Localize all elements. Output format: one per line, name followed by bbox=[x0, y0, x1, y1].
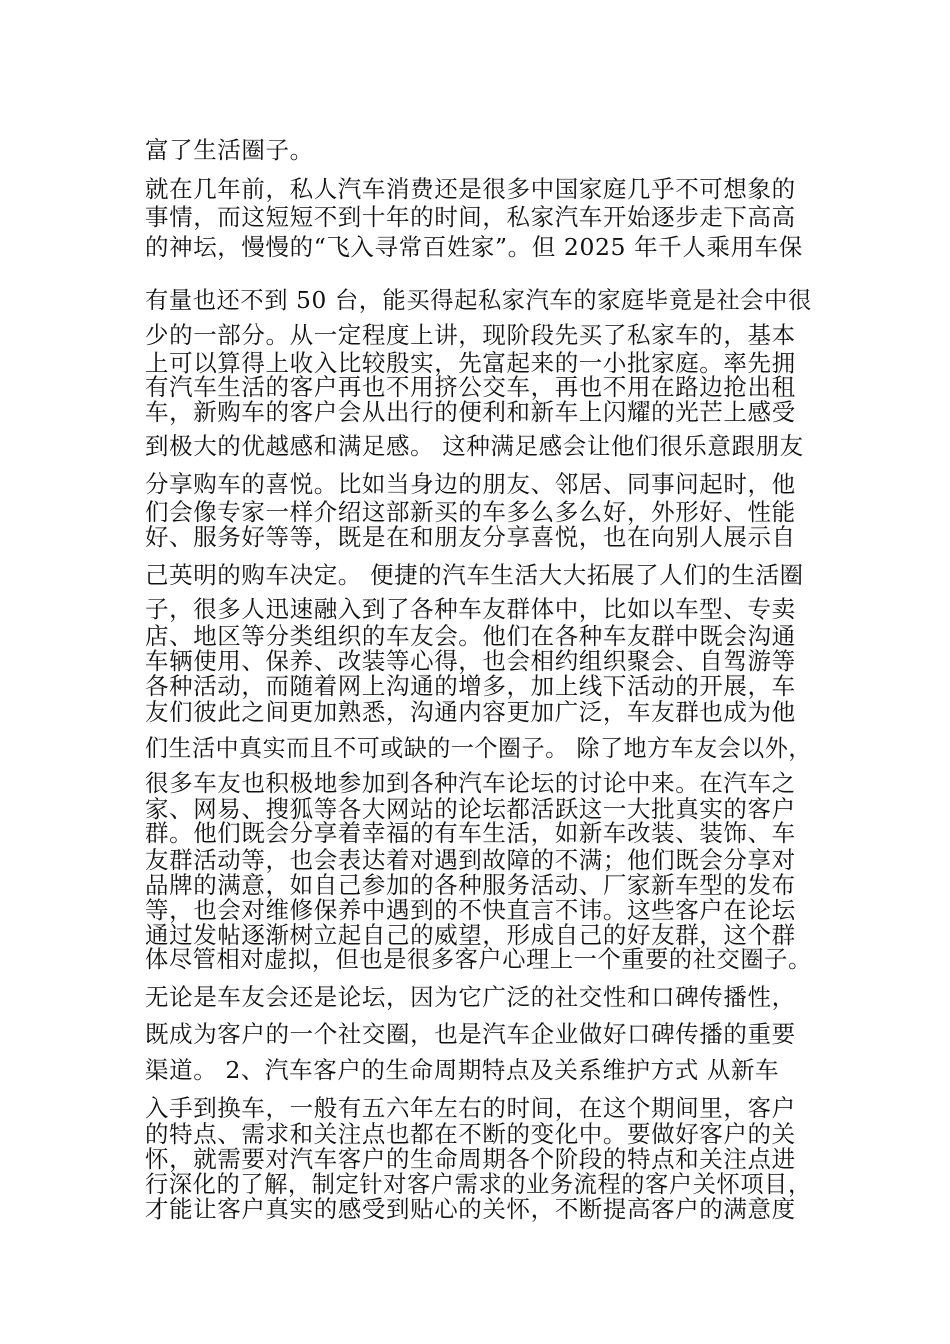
text-line: 群。他们既会分享着幸福的有车生活，如新车改装、装饰、车 bbox=[145, 819, 796, 847]
text-line: 各种活动，而随着网上沟通的增多，加上线下活动的开展，车 bbox=[145, 672, 796, 700]
text-line: 渠道。 2、汽车客户的生命周期特点及关系维护方式 从新车 bbox=[145, 1056, 780, 1084]
text-line: 入手到换车，一般有五六年左右的时间，在这个期间里，客户 bbox=[145, 1094, 796, 1122]
text-line: 很多车友也积极地参加到各种汽车论坛的讨论中来。在汽车之 bbox=[145, 769, 796, 797]
text-line: 车，新购车的客户会从出行的便利和新车上闪耀的光芒上感受 bbox=[145, 398, 796, 426]
text-line: 们会像专家一样介绍这部新买的车多么多么好，外形好、性能 bbox=[145, 498, 796, 526]
text-line: 等，也会对维修保养中遇到的不快直言不讳。这些客户在论坛 bbox=[145, 896, 796, 924]
text-line: 好、服务好等等，既是在和朋友分享喜悦，也在向别人展示自 bbox=[145, 523, 796, 551]
text-line: 体尽管相对虚拟，但也是很多客户心理上一个重要的社交圈子。 bbox=[145, 945, 812, 973]
text-line: 就在几年前，私人汽车消费还是很多中国家庭几乎不可想象的 bbox=[145, 175, 796, 203]
text-line: 的特点、需求和关注点也都在不断的变化中。要做好客户的关 bbox=[145, 1120, 796, 1148]
text-line: 既成为客户的一个社交圈，也是汽车企业做好口碑传播的重要 bbox=[145, 1020, 796, 1048]
text-line: 富了生活圈子。 bbox=[145, 136, 314, 164]
text-line: 有汽车生活的客户再也不用挤公交车，再也不用在路边抢出租 bbox=[145, 373, 796, 401]
text-line: 通过发帖逐渐树立起自己的威望，形成自己的好友群，这个群 bbox=[145, 921, 796, 949]
text-line: 有量也还不到 50 台，能买得起私家汽车的家庭毕竟是社会中很 bbox=[145, 286, 812, 314]
text-line: 家、网易、搜狐等各大网站的论坛都活跃这一大批真实的客户 bbox=[145, 795, 796, 823]
text-line: 无论是车友会还是论坛，因为它广泛的社交性和口碑传播性， bbox=[145, 983, 796, 1011]
text-line: 的神坛，慢慢的“飞入寻常百姓家”。但 2025 年千人乘用车保 bbox=[145, 233, 803, 261]
text-line: 品牌的满意，如自己参加的各种服务活动、厂家新车型的发布 bbox=[145, 871, 796, 899]
text-line: 子，很多人迅速融入到了各种车友群体中，比如以车型、专卖 bbox=[145, 595, 796, 623]
text-line: 到极大的优越感和满足感。 这种满足感会让他们很乐意跟朋友 bbox=[145, 432, 804, 460]
text-line: 上可以算得上收入比较殷实，先富起来的一小批家庭。率先拥 bbox=[145, 349, 796, 377]
text-line: 车辆使用、保养、改装等心得，也会相约组织聚会、自驾游等 bbox=[145, 647, 796, 675]
text-line: 才能让客户真实的感受到贴心的关怀，不断提高客户的满意度 bbox=[145, 1195, 796, 1223]
text-line: 们生活中真实而且不可或缺的一个圈子。 除了地方车友会以外， bbox=[145, 734, 812, 762]
text-line: 友群活动等，也会表达着对遇到故障的不满；他们既会分享对 bbox=[145, 846, 796, 874]
text-line: 分享购车的喜悦。比如当身边的朋友、邻居、同事问起时，他 bbox=[145, 470, 796, 498]
text-line: 友们彼此之间更加熟悉，沟通内容更加广泛，车友群也成为他 bbox=[145, 698, 796, 726]
text-line: 己英明的购车决定。 便捷的汽车生活大大拓展了人们的生活圈 bbox=[145, 561, 804, 589]
text-line: 怀，就需要对汽车客户的生命周期各个阶段的特点和关注点进 bbox=[145, 1145, 796, 1173]
text-line: 店、地区等分类组织的车友会。他们在各种车友群中既会沟通 bbox=[145, 622, 796, 650]
text-line: 少的一部分。从一定程度上讲，现阶段先买了私家车的，基本 bbox=[145, 321, 796, 349]
text-line: 行深化的了解，制定针对客户需求的业务流程的客户关怀项目， bbox=[145, 1170, 812, 1198]
text-line: 事情，而这短短不到十年的时间，私家汽车开始逐步走下高高 bbox=[145, 203, 796, 231]
